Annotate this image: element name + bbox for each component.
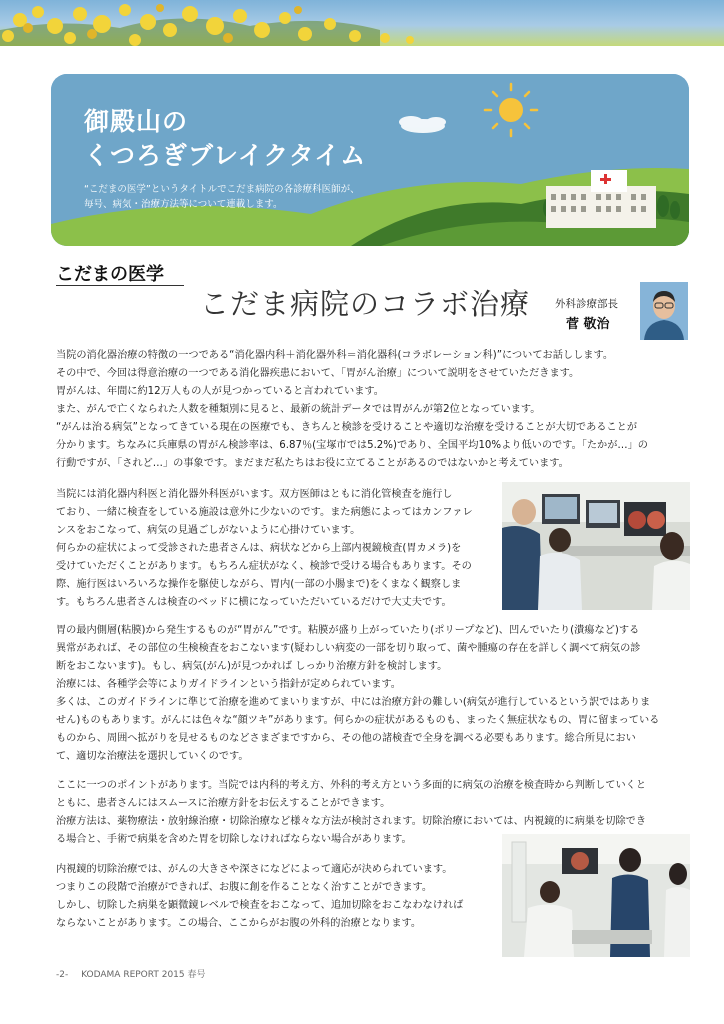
- text-line: す。もちろん患者さんは検査のベッドに横になっていただいているだけで大丈夫です。: [56, 597, 452, 608]
- text-line: 当院には消化器内科医と消化器外科医がいます。双方医師はともに消化管検査を施行し: [56, 489, 453, 500]
- series-label: こだまの医学: [56, 264, 164, 285]
- text-line: 胃の最内側層(粘膜)から発生するものが“胃がん”です。粘膜が盛り上がっていたり(ポリープなど)、凹んでいたり(潰瘍など)する: [56, 625, 640, 636]
- endoscopy-room-photo: [502, 482, 690, 610]
- text-line: 何らかの症状によって受診された患者さんは、病状などから上部内視鏡検査(胃カメラ)を: [56, 543, 462, 554]
- text-line: つまりこの段階で治療ができれば、お腹に創を作ることなく治すことができます。: [56, 882, 433, 893]
- endoscopic-resection-paragraph: [56, 861, 496, 933]
- text-line: 行動ですが、「されど…」の事象です。まだまだ私たちはお役に立てることがあるのではないかと考えています。: [56, 458, 569, 469]
- text-line: 際、施行医はいろいろな操作を駆使しながら、胃内(一部の小腸まで)をくまなく観察しま: [56, 579, 462, 590]
- banner-subtitle-line2: 毎号、病気・治療方法等について連載します。: [84, 199, 283, 210]
- text-line: 胃がんは、年間に約12万人もの人が見つかっていると言われています。: [56, 386, 384, 397]
- text-line: また、がんで亡くなられた人数を種類別に見ると、最新の統計データでは胃がんが第2位となっています。: [56, 404, 541, 415]
- text-line: ンスをおこなって、病気の見過ごしがないように心掛けています。: [56, 525, 361, 536]
- text-line: ものから、周囲へ拡がりを見せるものなどさまざまですから、その他の諸検査で全身を調べる必要もあります。総合所見におい: [56, 733, 636, 744]
- page-footer: [56, 967, 206, 980]
- text-line: 当院の消化器治療の特徴の一つである“消化器内科＋消化器外科＝消化器科(コラボレーション科)”についてお話しします。: [56, 350, 614, 361]
- text-line: “がんは治る病気”となってきている現在の医療でも、きちんと検診を受けることや適切な治療を受けることが大切であることが: [56, 422, 638, 433]
- publication-name: KODAMA REPORT 2015 春号: [81, 970, 206, 980]
- author-role: 外科診療部長: [555, 298, 618, 310]
- banner-title-line1: 御殿山の: [84, 107, 189, 136]
- author-name: 菅 敬治: [566, 317, 610, 332]
- text-line: 異常があれば、その部位の生検検査をおこないます(疑わしい病変の一部を切り取って、菌や腫瘍の存在を詳しく調べて病気の診: [56, 643, 641, 654]
- text-line: しかし、切除した病巣を顕微鏡レベルで検査をおこなって、追加切除をおこなわなければ: [56, 900, 464, 911]
- text-line: て、適切な治療法を選択していくのです。: [56, 751, 249, 762]
- text-line: ており、一緒に検査をしている施設は意外に少ないのです。また病態によってはカンファレ: [56, 507, 473, 518]
- article-title: こだま病院のコラボ治療: [200, 287, 531, 321]
- gastric-cancer-paragraph: [56, 622, 690, 766]
- series-underline: [56, 285, 184, 286]
- text-line: 内視鏡的切除治療では、がんの大きさや深さになどによって適応が決められています。: [56, 864, 453, 875]
- column-banner: [51, 74, 689, 246]
- text-line: ならないことがあります。この場合、ここからがお腹の外科的治療となります。: [56, 918, 422, 929]
- text-line: 受けていただくことがあります。もちろん症状がなく、検診で受ける場合もあります。その: [56, 561, 472, 572]
- text-line: ここに一つのポイントがあります。当院では内科的考え方、外科的考え方という多面的に病気の治療を検査時から判断していくと: [56, 780, 647, 791]
- endoscopic-procedure-photo: [502, 834, 690, 957]
- header-flower-photo: [0, 0, 724, 46]
- banner-title-line2: くつろぎブレイクタイム: [84, 141, 367, 170]
- author-portrait-photo: [640, 282, 688, 340]
- text-line: ともに、患者さんにはスムースに治療方針をお伝えすることができます。: [56, 798, 391, 809]
- banner-subtitle-line1: “こだまの医学”というタイトルでこだま病院の各診療科医師が、: [84, 184, 360, 195]
- text-line: る場合と、手術で病巣を含めた胃を切除しなければならない場合があります。: [56, 834, 412, 845]
- text-line: 治療には、各種学会等によりガイドラインという指針が定められています。: [56, 679, 401, 690]
- rapeseed-flowers-illustration: [0, 0, 724, 46]
- text-line: その中で、今回は得意治療の一つである消化器疾患において、「胃がん治療」について説明をさせていただきます。: [56, 368, 580, 379]
- department-paragraph: [56, 486, 496, 612]
- text-line: 断をおこないます)。もし、病気(がん)が見つかれば しっかり治療方針を検討します。: [56, 661, 448, 672]
- text-line: せん)ものもあります。がんには色々な“顔ツキ”があります。何らかの症状があるものも、まったく無症状なもの、胃に留まっている: [56, 715, 660, 726]
- page-number: -2-: [56, 970, 69, 980]
- text-line: 治療方法は、薬物療法・放射線治療・切除治療など様々な方法が検討されます。切除治療においては、内視鏡的に病巣を切除でき: [56, 816, 647, 827]
- intro-paragraph: [56, 347, 690, 473]
- text-line: 多くは、このガイドラインに準じて治療を進めてまいりますが、中には治療方針の難しい(病気が進行しているという訳ではありま: [56, 697, 651, 708]
- text-line: 分かります。ちなみに兵庫県の胃がん検診率は、6.87％(宝塚市では5.2%)であり、全国平均10%より低いのです。「たかが…」の: [56, 440, 648, 451]
